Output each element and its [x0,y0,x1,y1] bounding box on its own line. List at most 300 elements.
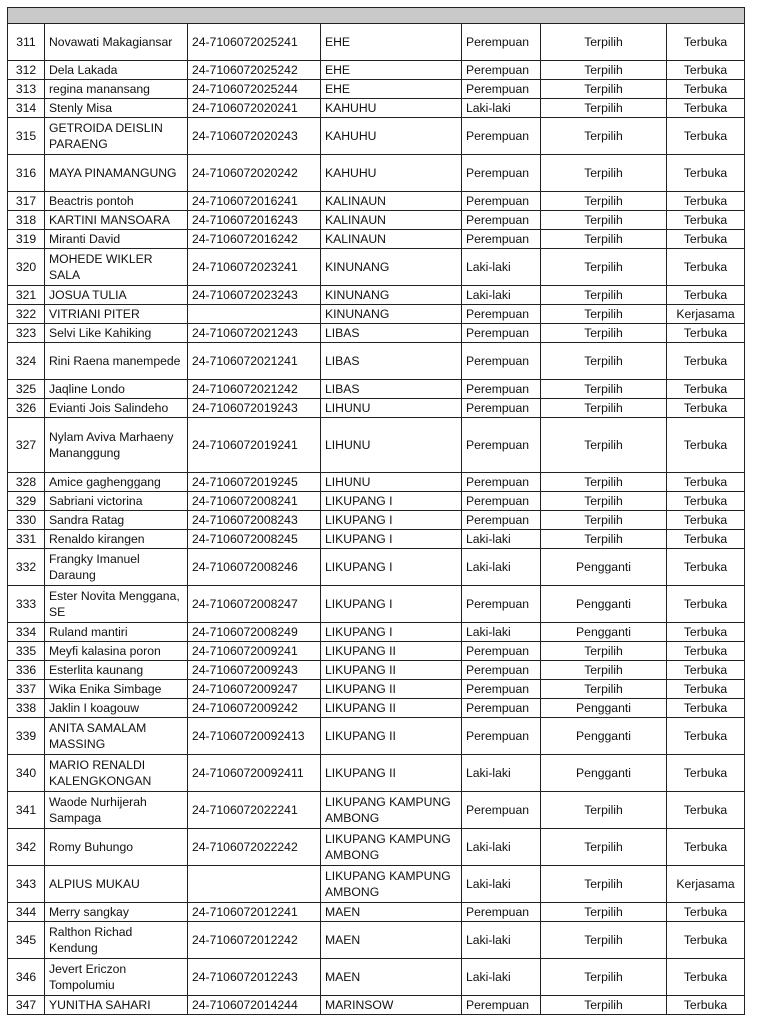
type-cell: Terbuka [667,661,745,680]
status-cell: Terpilih [541,792,667,829]
id-number-cell: 24-7106072012241 [188,903,321,922]
village-cell: LIKUPANG I [321,586,462,623]
status-cell: Terpilih [541,829,667,866]
name-cell: Jaqline Londo [45,380,188,399]
row-number-cell: 343 [8,866,45,903]
type-cell: Terbuka [667,211,745,230]
village-cell: LIHUNU [321,418,462,473]
status-cell: Terpilih [541,473,667,492]
type-cell: Kerjasama [667,305,745,324]
village-cell: EHE [321,61,462,80]
type-cell: Terbuka [667,623,745,642]
id-number-cell: 24-7106072009241 [188,642,321,661]
id-number-cell: 24-7106072020243 [188,118,321,155]
id-number-cell: 24-7106072022241 [188,792,321,829]
gender-cell: Perempuan [462,903,541,922]
table-row [8,230,745,249]
type-cell: Terbuka [667,755,745,792]
village-cell: LIKUPANG KAMPUNG AMBONG [321,829,462,866]
id-number-cell: 24-7106072008249 [188,623,321,642]
id-number-cell: 24-7106072008245 [188,530,321,549]
gender-cell: Perempuan [462,24,541,61]
name-cell: Beactris pontoh [45,192,188,211]
row-number-cell: 315 [8,118,45,155]
row-number-cell: 347 [8,996,45,1015]
status-cell: Terpilih [541,211,667,230]
id-number-cell: 24-7106072020241 [188,99,321,118]
village-cell: KINUNANG [321,305,462,324]
table-row [8,61,745,80]
id-number-cell: 24-7106072012243 [188,959,321,996]
village-cell: LIKUPANG I [321,623,462,642]
gender-cell: Laki-laki [462,549,541,586]
row-number-cell: 318 [8,211,45,230]
status-cell: Pengganti [541,586,667,623]
type-cell: Terbuka [667,286,745,305]
gender-cell: Laki-laki [462,530,541,549]
type-cell: Terbuka [667,511,745,530]
row-number-cell: 328 [8,473,45,492]
gender-cell: Laki-laki [462,755,541,792]
gender-cell: Perempuan [462,418,541,473]
table-row [8,249,745,286]
status-cell: Terpilih [541,380,667,399]
row-number-cell: 321 [8,286,45,305]
gender-cell: Perempuan [462,343,541,380]
type-cell: Terbuka [667,642,745,661]
type-cell: Terbuka [667,829,745,866]
table-row [8,155,745,192]
id-number-cell: 24-7106072021243 [188,324,321,343]
table-row [8,399,745,418]
id-number-cell: 24-7106072023243 [188,286,321,305]
id-number-cell: 24-7106072019243 [188,399,321,418]
row-number-cell: 314 [8,99,45,118]
name-cell: Dela Lakada [45,61,188,80]
gender-cell: Perempuan [462,473,541,492]
gender-cell: Perempuan [462,661,541,680]
id-number-cell: 24-71060720092411 [188,755,321,792]
status-cell: Terpilih [541,118,667,155]
name-cell: Miranti David [45,230,188,249]
village-cell: LIKUPANG KAMPUNG AMBONG [321,792,462,829]
status-cell: Terpilih [541,530,667,549]
row-number-cell: 346 [8,959,45,996]
status-cell: Pengganti [541,549,667,586]
row-number-cell: 311 [8,24,45,61]
type-cell: Terbuka [667,61,745,80]
table-row [8,286,745,305]
name-cell: Ruland mantiri [45,623,188,642]
gender-cell: Perempuan [462,699,541,718]
row-number-cell: 335 [8,642,45,661]
type-cell: Terbuka [667,155,745,192]
id-number-cell: 24-7106072019245 [188,473,321,492]
table-row [8,699,745,718]
type-cell: Terbuka [667,230,745,249]
gender-cell: Laki-laki [462,959,541,996]
table-row [8,324,745,343]
status-cell: Terpilih [541,24,667,61]
village-cell: LIKUPANG I [321,492,462,511]
table-row [8,473,745,492]
village-cell: LIKUPANG KAMPUNG AMBONG [321,866,462,903]
status-cell: Terpilih [541,99,667,118]
id-number-cell: 24-7106072009242 [188,699,321,718]
village-cell: LIKUPANG I [321,530,462,549]
type-cell: Terbuka [667,492,745,511]
id-number-cell: 24-7106072008246 [188,549,321,586]
name-cell: Esterlita kaunang [45,661,188,680]
name-cell: Waode Nurhijerah Sampaga [45,792,188,829]
type-cell: Terbuka [667,380,745,399]
village-cell: KAHUHU [321,155,462,192]
village-cell: KAHUHU [321,99,462,118]
gender-cell: Perempuan [462,61,541,80]
row-number-cell: 313 [8,80,45,99]
name-cell: Sabriani victorina [45,492,188,511]
id-number-cell: 24-7106072009247 [188,680,321,699]
status-cell: Terpilih [541,903,667,922]
village-cell: LIKUPANG II [321,718,462,755]
gender-cell: Perempuan [462,586,541,623]
row-number-cell: 341 [8,792,45,829]
gender-cell: Perempuan [462,399,541,418]
village-cell: LIKUPANG II [321,699,462,718]
gender-cell: Perempuan [462,380,541,399]
gender-cell: Perempuan [462,511,541,530]
name-cell: GETROIDA DEISLIN PARAENG [45,118,188,155]
type-cell: Terbuka [667,99,745,118]
id-number-cell [188,305,321,324]
status-cell: Terpilih [541,399,667,418]
table-row [8,211,745,230]
status-cell: Terpilih [541,192,667,211]
gender-cell: Perempuan [462,192,541,211]
gender-cell: Laki-laki [462,866,541,903]
name-cell: regina manansang [45,80,188,99]
id-number-cell: 24-7106072025242 [188,61,321,80]
status-cell: Terpilih [541,324,667,343]
gender-cell: Perempuan [462,492,541,511]
name-cell: Rini Raena manempede [45,343,188,380]
gender-cell: Perempuan [462,155,541,192]
id-number-cell: 24-7106072022242 [188,829,321,866]
row-number-cell: 333 [8,586,45,623]
name-cell: Stenly Misa [45,99,188,118]
village-cell: LIBAS [321,324,462,343]
type-cell: Terbuka [667,586,745,623]
row-number-cell: 331 [8,530,45,549]
status-cell: Terpilih [541,680,667,699]
id-number-cell: 24-7106072021241 [188,343,321,380]
row-number-cell: 317 [8,192,45,211]
type-cell: Kerjasama [667,866,745,903]
status-cell: Pengganti [541,623,667,642]
village-cell: EHE [321,24,462,61]
row-number-cell: 312 [8,61,45,80]
gender-cell: Perempuan [462,80,541,99]
table-row [8,380,745,399]
name-cell: MOHEDE WIKLER SALA [45,249,188,286]
row-number-cell: 320 [8,249,45,286]
id-number-cell [188,866,321,903]
type-cell: Terbuka [667,80,745,99]
name-cell: ALPIUS MUKAU [45,866,188,903]
type-cell: Terbuka [667,922,745,959]
table-row [8,922,745,959]
id-number-cell: 24-7106072023241 [188,249,321,286]
type-cell: Terbuka [667,24,745,61]
name-cell: VITRIANI PITER [45,305,188,324]
table-row [8,586,745,623]
status-cell: Terpilih [541,249,667,286]
gender-cell: Perempuan [462,324,541,343]
name-cell: Frangky Imanuel Daraung [45,549,188,586]
type-cell: Terbuka [667,473,745,492]
name-cell: JOSUA TULIA [45,286,188,305]
type-cell: Terbuka [667,192,745,211]
village-cell: LIBAS [321,380,462,399]
status-cell: Terpilih [541,230,667,249]
name-cell: Selvi Like Kahiking [45,324,188,343]
status-cell: Terpilih [541,511,667,530]
village-cell: LIKUPANG II [321,642,462,661]
type-cell: Terbuka [667,959,745,996]
village-cell: KALINAUN [321,230,462,249]
gender-cell: Perempuan [462,211,541,230]
table-row [8,24,745,61]
type-cell: Terbuka [667,399,745,418]
row-number-cell: 325 [8,380,45,399]
type-cell: Terbuka [667,324,745,343]
row-number-cell: 329 [8,492,45,511]
data-table-container [7,7,744,1015]
gender-cell: Perempuan [462,118,541,155]
table-row [8,829,745,866]
village-cell: KINUNANG [321,286,462,305]
row-number-cell: 322 [8,305,45,324]
status-cell: Terpilih [541,959,667,996]
name-cell: Evianti Jois Salindeho [45,399,188,418]
status-cell: Terpilih [541,866,667,903]
table-row [8,492,745,511]
gender-cell: Perempuan [462,642,541,661]
id-number-cell: 24-7106072008241 [188,492,321,511]
gender-cell: Laki-laki [462,99,541,118]
status-cell: Pengganti [541,699,667,718]
row-number-cell: 332 [8,549,45,586]
id-number-cell: 24-7106072020242 [188,155,321,192]
row-number-cell: 319 [8,230,45,249]
gender-cell: Perempuan [462,305,541,324]
table-row [8,549,745,586]
row-number-cell: 323 [8,324,45,343]
candidate-table [7,7,745,1015]
status-cell: Terpilih [541,642,667,661]
row-number-cell: 316 [8,155,45,192]
table-header-row [8,8,745,24]
id-number-cell: 24-7106072014244 [188,996,321,1015]
table-row [8,866,745,903]
row-number-cell: 336 [8,661,45,680]
name-cell: Jaklin I koagouw [45,699,188,718]
table-row [8,661,745,680]
row-number-cell: 344 [8,903,45,922]
table-row [8,792,745,829]
type-cell: Terbuka [667,418,745,473]
gender-cell: Laki-laki [462,922,541,959]
village-cell: LIKUPANG I [321,549,462,586]
gender-cell: Laki-laki [462,623,541,642]
gender-cell: Perempuan [462,996,541,1015]
village-cell: LIHUNU [321,473,462,492]
village-cell: MARINSOW [321,996,462,1015]
id-number-cell: 24-7106072016243 [188,211,321,230]
name-cell: ANITA SAMALAM MASSING [45,718,188,755]
type-cell: Terbuka [667,530,745,549]
type-cell: Terbuka [667,118,745,155]
row-number-cell: 339 [8,718,45,755]
village-cell: KINUNANG [321,249,462,286]
id-number-cell: 24-7106072021242 [188,380,321,399]
table-row [8,755,745,792]
name-cell: KARTINI MANSOARA [45,211,188,230]
village-cell: MAEN [321,903,462,922]
table-row [8,718,745,755]
table-row [8,623,745,642]
row-number-cell: 340 [8,755,45,792]
id-number-cell: 24-7106072025241 [188,24,321,61]
row-number-cell: 338 [8,699,45,718]
row-number-cell: 326 [8,399,45,418]
id-number-cell: 24-7106072012242 [188,922,321,959]
row-number-cell: 337 [8,680,45,699]
status-cell: Terpilih [541,286,667,305]
table-row [8,530,745,549]
gender-cell: Laki-laki [462,249,541,286]
status-cell: Terpilih [541,996,667,1015]
name-cell: Meyfi kalasina poron [45,642,188,661]
status-cell: Terpilih [541,343,667,380]
type-cell: Terbuka [667,996,745,1015]
type-cell: Terbuka [667,699,745,718]
type-cell: Terbuka [667,903,745,922]
id-number-cell: 24-7106072019241 [188,418,321,473]
table-row [8,192,745,211]
table-row [8,80,745,99]
name-cell: Merry sangkay [45,903,188,922]
table-row [8,118,745,155]
village-cell: LIKUPANG II [321,661,462,680]
village-cell: LIKUPANG I [321,511,462,530]
name-cell: Jevert Ericzon Tompolumiu [45,959,188,996]
name-cell: Ester Novita Menggana, SE [45,586,188,623]
id-number-cell: 24-7106072008243 [188,511,321,530]
id-number-cell: 24-7106072009243 [188,661,321,680]
status-cell: Terpilih [541,155,667,192]
row-number-cell: 327 [8,418,45,473]
type-cell: Terbuka [667,249,745,286]
name-cell: Amice gaghenggang [45,473,188,492]
gender-cell: Perempuan [462,718,541,755]
row-number-cell: 342 [8,829,45,866]
name-cell: MAYA PINAMANGUNG [45,155,188,192]
gender-cell: Perempuan [462,230,541,249]
type-cell: Terbuka [667,792,745,829]
table-row [8,680,745,699]
header-band [8,8,745,24]
table-body [8,8,745,1015]
status-cell: Terpilih [541,661,667,680]
village-cell: EHE [321,80,462,99]
gender-cell: Laki-laki [462,829,541,866]
table-row [8,511,745,530]
type-cell: Terbuka [667,680,745,699]
status-cell: Terpilih [541,922,667,959]
table-row [8,959,745,996]
name-cell: Novawati Makagiansar [45,24,188,61]
table-row [8,305,745,324]
table-row [8,903,745,922]
row-number-cell: 345 [8,922,45,959]
row-number-cell: 330 [8,511,45,530]
id-number-cell: 24-7106072025244 [188,80,321,99]
table-row [8,418,745,473]
village-cell: MAEN [321,922,462,959]
name-cell: MARIO RENALDI KALENGKONGAN [45,755,188,792]
table-row [8,642,745,661]
name-cell: Ralthon Richad Kendung [45,922,188,959]
status-cell: Terpilih [541,80,667,99]
village-cell: MAEN [321,959,462,996]
name-cell: YUNITHA SAHARI [45,996,188,1015]
status-cell: Pengganti [541,718,667,755]
table-row [8,99,745,118]
status-cell: Terpilih [541,61,667,80]
row-number-cell: 324 [8,343,45,380]
name-cell: Wika Enika Simbage [45,680,188,699]
name-cell: Sandra Ratag [45,511,188,530]
village-cell: KALINAUN [321,211,462,230]
status-cell: Terpilih [541,492,667,511]
table-row [8,343,745,380]
type-cell: Terbuka [667,718,745,755]
village-cell: LIHUNU [321,399,462,418]
village-cell: KAHUHU [321,118,462,155]
name-cell: Renaldo kirangen [45,530,188,549]
gender-cell: Perempuan [462,792,541,829]
row-number-cell: 334 [8,623,45,642]
village-cell: LIBAS [321,343,462,380]
gender-cell: Perempuan [462,680,541,699]
type-cell: Terbuka [667,343,745,380]
status-cell: Pengganti [541,755,667,792]
gender-cell: Laki-laki [462,286,541,305]
name-cell: Romy Buhungo [45,829,188,866]
id-number-cell: 24-71060720092413 [188,718,321,755]
village-cell: LIKUPANG II [321,755,462,792]
village-cell: KALINAUN [321,192,462,211]
id-number-cell: 24-7106072016242 [188,230,321,249]
name-cell: Nylam Aviva Marhaeny Mananggung [45,418,188,473]
status-cell: Terpilih [541,305,667,324]
id-number-cell: 24-7106072008247 [188,586,321,623]
id-number-cell: 24-7106072016241 [188,192,321,211]
type-cell: Terbuka [667,549,745,586]
status-cell: Terpilih [541,418,667,473]
table-row [8,996,745,1015]
